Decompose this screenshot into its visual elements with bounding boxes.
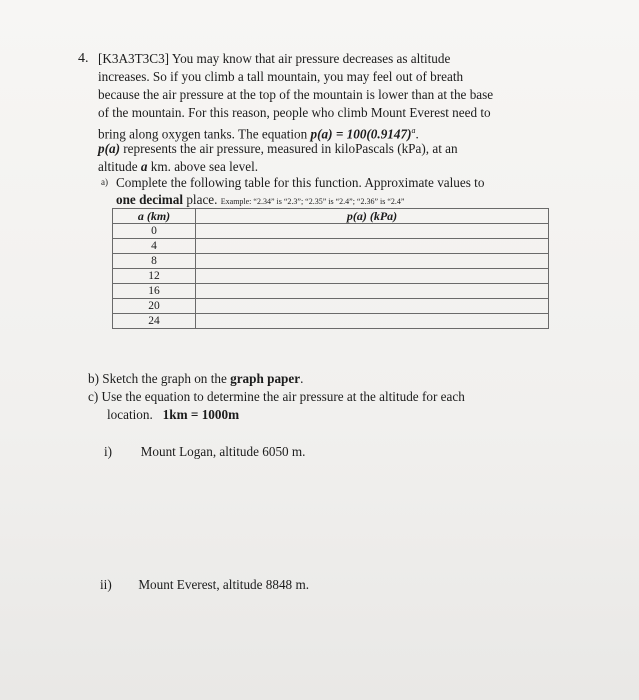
table-row xyxy=(113,224,549,239)
pressure-cell[interactable] xyxy=(196,239,549,254)
altitude-units: km. above sea level. xyxy=(150,159,259,174)
column-header-pressure: p(a) (kPa) xyxy=(196,209,549,224)
part-c-line-2 xyxy=(107,406,239,424)
pressure-cell[interactable] xyxy=(196,299,549,314)
table-row xyxy=(113,254,549,269)
table-row xyxy=(113,239,549,254)
part-b-text: Sketch the graph on the xyxy=(102,371,227,386)
altitude-label: altitude xyxy=(98,159,138,174)
part-c xyxy=(88,388,465,406)
altitude-cell: 8 xyxy=(113,254,196,269)
table-row xyxy=(113,299,549,314)
rounding-example: Example: “2.34” is “2.3”; “2.35” is “2.4”; “2.36” is “2.4” xyxy=(220,197,405,206)
pressure-cell[interactable] xyxy=(196,254,549,269)
question-line-6 xyxy=(98,140,458,158)
part-b-end: . xyxy=(300,371,304,386)
part-b xyxy=(88,370,303,388)
table-row xyxy=(113,314,549,329)
part-a-bold: one decimal xyxy=(116,192,184,207)
function-name: p(a) xyxy=(98,141,120,156)
altitude-cell: 0 xyxy=(113,224,196,239)
sub-i-marker: i) xyxy=(104,444,113,459)
sub-ii-text: Mount Everest, altitude 8848 m. xyxy=(138,577,310,592)
question-text-5: bring along oxygen tanks. The equation xyxy=(98,126,308,142)
sub-ii-marker: ii) xyxy=(100,577,112,592)
part-a-marker: a) xyxy=(101,177,108,187)
unit-conversion: 1km = 1000m xyxy=(162,407,240,422)
part-a-text: Complete the following table for this function. Approximate values to xyxy=(116,175,485,190)
question-line-4: of the mountain. For this reason, people who climb Mount Everest need to xyxy=(98,105,491,120)
altitude-cell: 16 xyxy=(113,284,196,299)
pressure-cell[interactable] xyxy=(196,269,549,284)
question-line-2: increases. So if you climb a tall mountain, you may feel out of breath xyxy=(98,69,464,84)
part-c-text: Use the equation to determine the air pressure at the altitude for each xyxy=(101,389,465,404)
question-line-3: because the air pressure at the top of the mountain is lower than at the base xyxy=(98,87,494,102)
question-code: [K3A3T3C3] xyxy=(98,51,170,66)
altitude-cell: 4 xyxy=(113,239,196,254)
table-header-row xyxy=(113,209,549,224)
sub-i-text: Mount Logan, altitude 6050 m. xyxy=(140,444,306,459)
pressure-table xyxy=(112,208,549,329)
equation-exponent: a xyxy=(411,126,416,135)
graph-paper-bold: graph paper xyxy=(230,371,301,386)
part-b-marker: b) xyxy=(88,371,99,386)
equation: p(a) = 100(0.9147) xyxy=(310,126,412,142)
location-label: location. xyxy=(107,407,153,422)
sub-question-i xyxy=(104,443,305,461)
question-text-6: represents the air pressure, measured in kiloPascals (kPa), at an xyxy=(123,141,458,156)
table-row xyxy=(113,269,549,284)
question-text-1: You may know that air pressure decreases as altitude xyxy=(171,51,451,66)
pressure-cell[interactable] xyxy=(196,284,549,299)
altitude-cell: 24 xyxy=(113,314,196,329)
part-c-marker: c) xyxy=(88,389,99,404)
question-line-1 xyxy=(98,50,450,68)
table-row xyxy=(113,284,549,299)
pressure-cell[interactable] xyxy=(196,314,549,329)
question-number: 4. xyxy=(78,51,89,66)
part-a-plain: place. xyxy=(186,192,218,207)
column-header-altitude: a (km) xyxy=(113,209,196,224)
altitude-cell: 12 xyxy=(113,269,196,284)
altitude-cell: 20 xyxy=(113,299,196,314)
variable-a: a xyxy=(140,159,148,174)
pressure-cell[interactable] xyxy=(196,224,549,239)
sub-question-ii xyxy=(100,576,309,594)
question-line-5: bring along oxygen tanks. The equation $p(a) = 100(0.9147)^a$. xyxy=(98,126,419,142)
